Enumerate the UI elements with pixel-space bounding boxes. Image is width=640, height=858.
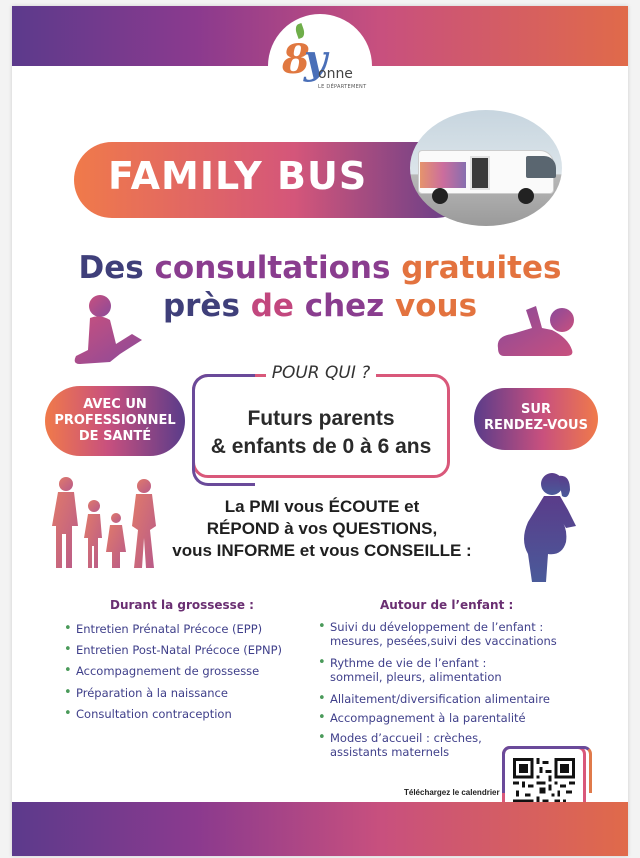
badge-line: AVEC UN	[83, 397, 147, 412]
child-list-item	[330, 711, 526, 725]
bottom-gradient-band	[12, 802, 628, 856]
poster	[12, 6, 628, 856]
bus-cab-shape	[526, 156, 556, 178]
headline-word: près	[162, 288, 251, 324]
child-list-item	[330, 692, 550, 706]
badge-line: RENDEZ-VOUS	[484, 418, 588, 433]
target-audience-title	[195, 363, 447, 383]
page-title: FAMILY BUS	[108, 154, 368, 198]
child-list-item-line: • Accompagnement à la parentalité	[330, 711, 526, 725]
headline-word: gratuites	[401, 250, 562, 286]
target-audience-title-text: POUR QUI ?	[266, 363, 377, 383]
child-list-item-line: mesures, pesées,suivi des vaccinations	[330, 634, 557, 648]
bus-livery-shape	[420, 162, 466, 188]
baby-silhouette-icon	[492, 298, 582, 360]
badge-line: PROFESSIONNEL	[54, 413, 176, 428]
child-list-item	[330, 620, 557, 648]
bus-photo	[410, 110, 562, 226]
bus-wheel-icon	[518, 188, 534, 204]
child-list-item	[330, 656, 502, 684]
logo-digit-8: 8	[282, 36, 304, 83]
pregnancy-column-title: Durant la grossesse :	[110, 598, 254, 612]
appointment-badge	[474, 388, 598, 450]
badge-line: DE SANTÉ	[78, 429, 152, 444]
yonne-logo	[268, 14, 372, 118]
headline-word: consultations	[154, 250, 402, 286]
pregnant-woman-silhouette-icon	[518, 470, 588, 584]
headline-word: chez	[304, 288, 396, 324]
logo-subtitle: LE DÉPARTEMENT	[318, 84, 367, 90]
child-reading-silhouette-icon	[70, 292, 150, 372]
child-list-item	[330, 731, 482, 759]
child-list-item-line: assistants maternels	[330, 745, 450, 759]
bus-door-shape	[470, 156, 490, 190]
headline-word: de	[250, 288, 305, 324]
pregnancy-list-item: • Entretien Post-Natal Précoce (EPNP)	[76, 643, 282, 657]
logo-digit-9: y	[303, 36, 322, 83]
child-list-item-line: • Suivi du développement de l’enfant :	[330, 620, 544, 634]
logo-name: onne	[318, 66, 353, 82]
badge-line: SUR	[521, 402, 551, 417]
download-calendar-label: Téléchargez le calendrier	[404, 788, 500, 797]
child-column-title: Autour de l’enfant :	[380, 598, 514, 612]
pmi-statement-line: vous INFORME et vous CONSEILLE :	[172, 541, 472, 560]
child-list-item-line: • Rythme de vie de l’enfant :	[330, 656, 487, 670]
child-list-item-line: sommeil, pleurs, alimentation	[330, 670, 502, 684]
target-audience-line: Futurs parents	[247, 407, 395, 430]
health-professional-badge	[45, 386, 185, 456]
pregnancy-list-item: • Préparation à la naissance	[76, 686, 228, 700]
pmi-statement-line: La PMI vous ÉCOUTE et	[224, 497, 420, 516]
child-list-item-line: • Allaitement/diversification alimentaire	[330, 692, 550, 706]
pregnancy-list-item: • Consultation contraception	[76, 707, 232, 721]
headline-word: vous	[395, 288, 478, 324]
target-audience-box	[192, 363, 450, 478]
pregnancy-list-item: • Entretien Prénatal Précoce (EPP)	[76, 622, 262, 636]
child-list-item-line: • Modes d’accueil : crèches,	[330, 731, 482, 745]
target-audience-line: & enfants de 0 à 6 ans	[210, 435, 432, 458]
headline-word: Des	[78, 250, 155, 286]
headline-line-1	[12, 250, 628, 286]
bus-wheel-icon	[432, 188, 448, 204]
pregnancy-list-item: • Accompagnement de grossesse	[76, 664, 259, 678]
pmi-statement-line: RÉPOND à vos QUESTIONS,	[206, 519, 438, 538]
logo-mark	[282, 36, 321, 83]
